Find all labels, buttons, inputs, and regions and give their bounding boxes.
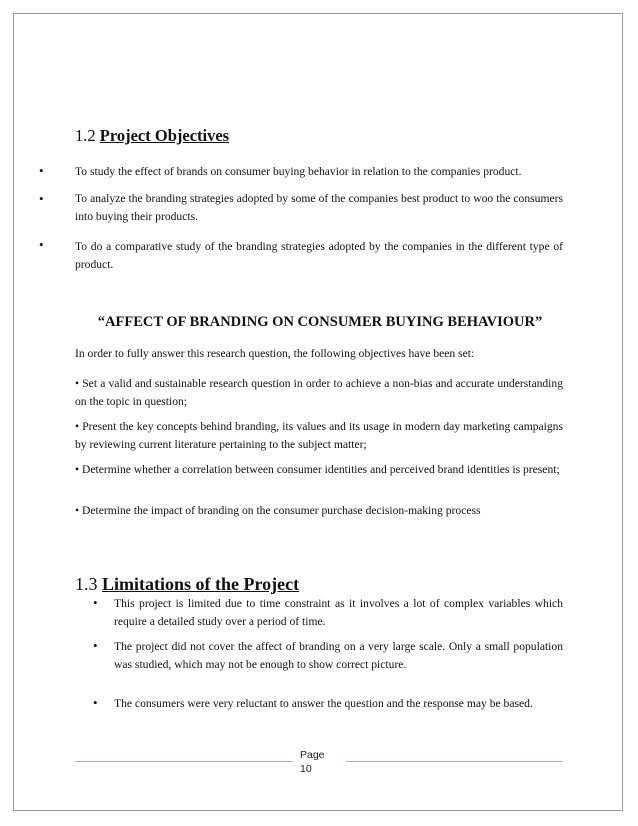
bullet-icon: • [39, 191, 44, 206]
research-objective: • Present the key concepts behind branding, its values and its usage in modern day marketing campaigns by reviewing current literature pertaining to the subject matter; [75, 420, 563, 451]
objective-item: To analyze the branding strategies adopted by some of the companies best product to woo the consumers into buying their products. [75, 192, 563, 223]
limitation-item: This project is limited due to time constraint as it involves a lot of complex variables which require a detailed study over a period of time. [114, 597, 563, 628]
page-label: Page [300, 749, 325, 761]
bullet-icon: • [39, 237, 44, 252]
section-number: 1.2 [75, 126, 96, 145]
footer-rule-left [75, 761, 293, 762]
section-number: 1.3 [75, 574, 98, 594]
section-title: Limitations of the Project [102, 574, 300, 594]
bullet-icon: • [39, 163, 44, 178]
section-heading-objectives [75, 126, 229, 146]
page-number-label [300, 748, 325, 776]
bullet-icon: • [93, 695, 98, 710]
section-heading-limitations [75, 574, 299, 595]
research-intro: In order to fully answer this research question, the following objectives have been set: [75, 347, 475, 360]
limitation-item: The project did not cover the affect of branding on a very large scale. Only a small population was studied, which may not be enough to show correct picture. [114, 640, 563, 671]
research-objective: • Determine the impact of branding on the consumer purchase decision-making process [75, 504, 481, 517]
page-number: 10 [300, 763, 312, 775]
research-objective: • Set a valid and sustainable research question in order to achieve a non-bias and accurate understanding on the topic in question; [75, 377, 563, 408]
limitation-item: The consumers were very reluctant to answer the question and the response may be based. [114, 697, 533, 710]
footer-rule-right [346, 761, 563, 762]
objective-item: To do a comparative study of the branding strategies adopted by the companies in the different type of product. [75, 240, 563, 271]
research-title: “AFFECT OF BRANDING ON CONSUMER BUYING BEHAVIOUR” [97, 314, 543, 330]
objective-item: To study the effect of brands on consumer buying behavior in relation to the companies product. [75, 165, 522, 178]
bullet-icon: • [93, 638, 98, 653]
section-title: Project Objectives [99, 126, 230, 145]
research-objective: • Determine whether a correlation between consumer identities and perceived brand identities is present; [75, 463, 560, 476]
bullet-icon: • [93, 595, 98, 610]
